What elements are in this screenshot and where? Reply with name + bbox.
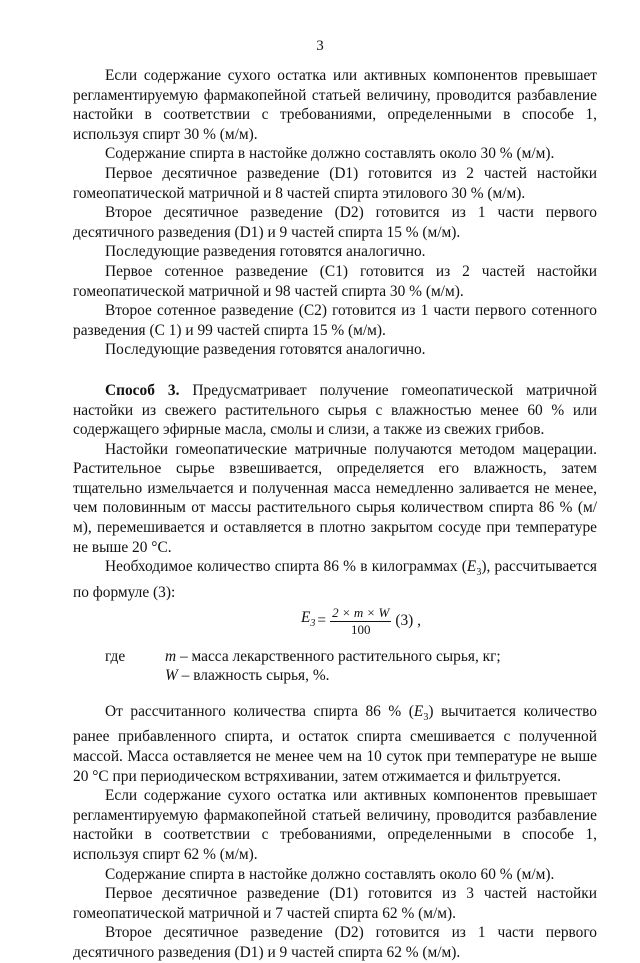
paragraph: Первое сотенное разведение (C1) готовится из 2 частей настойки гомеопатической матричной и 98 частей спирта 30 % (м/м).: [73, 262, 597, 300]
method3-heading: Способ 3.: [105, 381, 180, 399]
paragraph: Первое десятичное разведение (D1) готовится из 2 частей настойки гомеопатической матричной и 8 частей спирта этилового 30 % (м/м).: [73, 164, 597, 202]
formula-intro-paragraph: Необходимое количество спирта 86 % в килограммах $(E_3)$, рассчитывается по формуле (3):: [73, 558, 597, 601]
method3-paragraph: [73, 381, 597, 440]
subtract-paragraph: От рассчитанного количества спирта 86 % $(E_3)$ вычитается количество ранее прибавленного спирта, и остаток спирта смешивается с полученной массой. Масса оставляется не менее чем на 10 суток при температуре не выше 20 °С при периодическом встряхивании, затем отжимается и фильтруется.: [73, 702, 597, 785]
paragraph: Последующие разведения готовятся аналогично.: [105, 341, 426, 359]
paragraph: Первое десятичное разведение (D1) готовится из 3 частей настойки гомеопатической матричной и 7 частей спирта 62 % (м/м).: [73, 885, 597, 922]
formula-label: (3) ,: [395, 612, 422, 630]
maceration-paragraph: Настойки гомеопатические матричные получаются методом мацерации. Растительное сырье взвешивается, определяется его влажность, затем тщательно измельчается и полученная масса немедленно заливается не менее, чем половинным от массы растительного сырья количеством спирта 86 % (м/м), перемешивается и оставляется в плотно закрытом сосуде при температуре не выше 20 °С.: [73, 440, 597, 556]
formula-legend: где m – масса лекарственного растительного сырья, кг; W – влажность сырья, %.: [105, 647, 501, 685]
formula-fraction: [330, 605, 391, 638]
document-body: [73, 66, 597, 963]
paragraph: Второе сотенное разведение (C2) готовится из 1 части первого сотенного разведения (C 1) и 99 частей спирта 15 % (м/м).: [73, 302, 597, 339]
formula-lhs: $E_3$: [301, 609, 316, 630]
paragraph: Содержание спирта в настойке должно составлять около 60 % (м/м).: [105, 865, 555, 883]
paragraph: Если содержание сухого остатка или активных компонентов превышает регламентируемую фармакопейной статьей величину, проводится разбавление настойки в соответствии с требованиями, определенными в способе 1, используя спирт 62 % (м/м).: [73, 787, 597, 863]
formula-denominator: 100: [350, 621, 371, 637]
formula-numerator: 2 × m × W: [332, 604, 390, 620]
method3-text: Предусматривает получение гомеопатической матричной настойки из свежего растительного сырья с влажностью менее 60 % или содержащего эфирные масла, смолы и слизи, а также из свежих грибов.: [73, 381, 597, 439]
page-number: 3: [316, 38, 324, 54]
paragraph: Второе десятичное разведение (D2) готовится из 1 части первого десятичного разведения (D1) и 9 частей спирта 62 % (м/м).: [73, 924, 597, 961]
paragraph: Содержание спирта в настойке должно составлять около 30 % (м/м).: [105, 145, 555, 163]
paragraph: Второе десятичное разведение (D2) готовится из 1 части первого десятичного разведения (D1) и 9 частей спирта 15 % (м/м).: [73, 204, 597, 241]
formula-3: $E_3$ = $\frac{2 \times m \times W}{100}$ (3) ,: [301, 604, 422, 637]
paragraph: Последующие разведения готовятся аналогично.: [105, 243, 426, 261]
paragraph: Если содержание сухого остатка или активных компонентов превышает регламентируемую фармакопейной статьей величину, проводится разбавление настойки в соответствии с требованиями, определенными в способе 1, используя спирт 30 % (м/м).: [73, 67, 597, 143]
